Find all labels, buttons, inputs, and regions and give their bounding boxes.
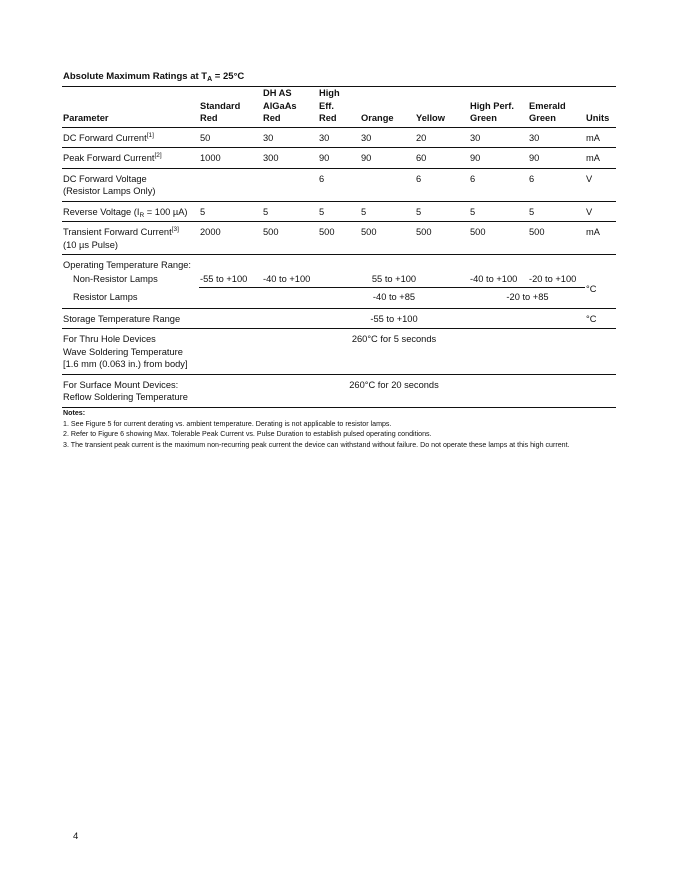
row-label: DC Forward Current[1] [63,131,154,143]
table-row-transient-forward-current [62,222,616,255]
cell: 90 [361,153,372,163]
row-label: Storage Temperature Range [63,313,181,324]
cell [469,308,585,329]
table-row-non-resistor-lamps [62,273,616,288]
header-yellow: Yellow [416,113,445,123]
header-dh-as-red: DH AS AlGaAs Red [263,88,297,123]
header-high-eff-red: High Eff. Red [319,88,340,123]
row-label: DC Forward Voltage (Resistor Lamps Only) [63,173,156,196]
cell [469,374,616,407]
table-title: Absolute Maximum Ratings at $T_A = 25^\circ C$ [63,71,245,83]
cell: 5 [319,206,325,217]
cell: 500 [416,227,432,237]
row-label: Operating Temperature Range: [63,260,191,270]
cell: 6 [529,173,535,184]
cell: 55 to +100 [318,273,469,288]
cell: 30 [529,132,540,143]
unit-cell: °C [586,313,597,324]
cell: 90 [470,153,481,163]
cell: 300 [263,153,279,163]
cell: 5 [200,206,206,217]
cell: 30 [361,132,372,143]
cell: -20 to +85 [506,292,549,302]
table-row-thru-hole-soldering [62,329,616,375]
cell: -55 to +100 [370,313,418,324]
cell: 6 [416,173,422,184]
page-number: 4 [73,831,79,842]
cell: 30 [319,132,330,143]
cell: -20 to +100 [528,273,585,288]
cell [262,288,318,309]
cell: 90 [319,153,330,163]
cell: 5 [416,206,422,217]
header-orange: Orange [361,113,394,123]
cell: 260°C for 20 seconds [349,379,439,390]
row-label: Non-Resistor Lamps [73,273,158,284]
cell [262,168,318,201]
note-item: 2. Refer to Figure 6 showing Max. Tolerable Peak Current vs. Pulse Duration to establish pulsed operating conditions. [63,430,432,438]
table-row-resistor-lamps [62,288,616,309]
cell: -40 to +85 [372,292,416,302]
table-row-storage-temp [62,308,616,329]
header-emerald-green: Emerald Green [529,100,566,123]
unit-cell: mA [586,132,600,143]
cell [199,168,262,201]
cell: 5 [361,206,367,217]
cell: 500 [263,227,279,237]
table-row-reverse-voltage [62,201,616,222]
cell: 6 [470,173,476,184]
cell [199,288,262,309]
unit-cell: mA [586,227,600,237]
table-row-smd-soldering [62,374,616,407]
unit-cell: mA [586,153,600,163]
cell: 1000 [200,153,221,163]
table-row-dc-forward-voltage [62,168,616,201]
cell [199,374,318,407]
cell: 90 [529,153,540,163]
row-label: Reverse Voltage ($I_R = 100$ µA) [63,206,188,219]
table-row-operating-temp-heading [62,255,616,273]
header-parameter: Parameter [63,113,109,123]
row-label: Transient Forward Current[3] (10 µs Pulse) [63,226,179,250]
notes-heading: Notes: [63,409,86,417]
cell: 60 [416,153,427,163]
cell: 500 [319,227,335,237]
cell: 2000 [200,227,221,237]
header-units: Units [586,113,610,123]
header-high-perf-green: High Perf. Green [470,100,514,123]
unit-cell: V [586,173,593,184]
notes-section [63,408,608,450]
table-row-dc-forward-current [62,127,616,148]
cell [360,168,415,201]
cell: -40 to +100 [262,273,318,288]
cell: 50 [200,132,211,143]
row-label: For Thru Hole Devices Wave Soldering Temperature [1.6 mm (0.063 in.) from body] [63,334,188,369]
cell: -40 to +100 [469,273,528,288]
table-row-peak-forward-current [62,148,616,169]
cell: 500 [470,227,486,237]
cell: -55 to +100 [199,273,262,288]
row-label: Resistor Lamps [73,291,138,302]
cell: 260°C for 5 seconds [351,334,437,344]
row-label: Peak Forward Current[2] [63,152,162,163]
absolute-max-ratings-table [62,86,616,408]
header-standard-red: Standard Red [200,100,241,123]
cell: 500 [529,227,545,237]
note-item: 3. The transient peak current is the maximum non-recurring peak current the device can withstand without failure. Do not operate these lamps at this high current. [63,440,570,449]
cell: 20 [416,132,427,143]
unit-cell: °C [586,283,597,294]
row-label: For Surface Mount Devices: Reflow Soldering Temperature [63,379,188,402]
cell: 5 [263,206,269,217]
cell: 6 [319,173,325,184]
cell [469,329,616,375]
note-item: 1. See Figure 5 for current derating vs. ambient temperature. Derating is not applicable to resistor lamps. [63,419,392,428]
cell [199,308,318,329]
unit-cell: V [586,206,593,217]
cell: 30 [263,132,274,143]
cell [199,329,318,375]
header-row [62,87,616,128]
cell: 500 [361,227,377,237]
cell: 5 [529,206,535,217]
cell: 30 [470,132,481,143]
cell: 5 [470,206,476,217]
